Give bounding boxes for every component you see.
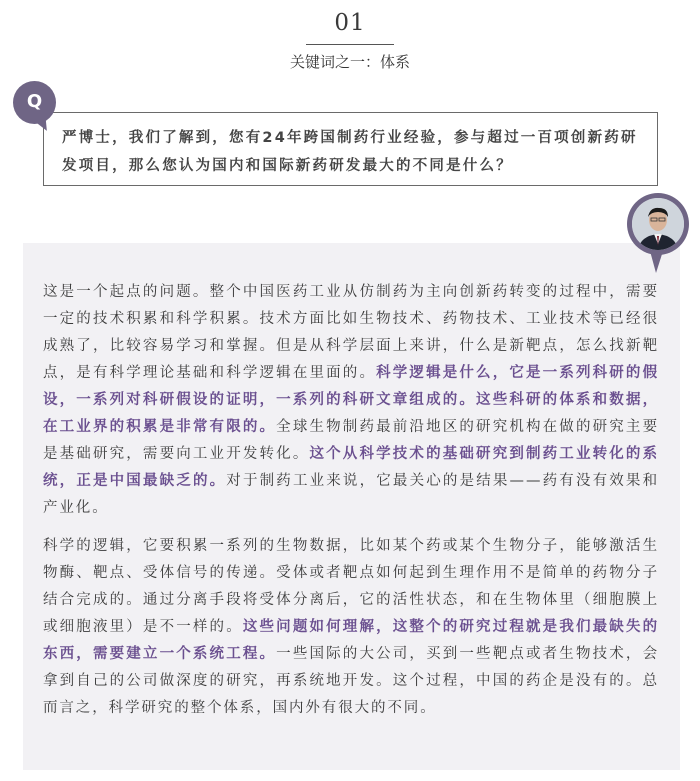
- section-keyword: 关键词之一：体系: [289, 53, 410, 71]
- answer-highlight: 这个从科学技术的基础研究到制药工业转化的系统，正是中国最缺乏的。: [43, 446, 659, 489]
- question-text: 严博士，我们了解到，您有24年跨国制药行业经验，参与超过一百项创新药研发项目，那么您认为国内和国际新药研发最大的不同是什么？: [62, 130, 638, 174]
- section-number: 01: [334, 10, 366, 36]
- question-badge-letter: Q: [26, 91, 43, 112]
- answer-highlight: 这些问题如何理解，这整个的研究过程就是我们最缺失的东西，需要建立一个系统工程。: [43, 619, 659, 662]
- answer-text: 对于制药工业来说，它最关心的是结果——药有没有效果和产业化。: [43, 473, 659, 516]
- answer-paragraph-1: [43, 279, 659, 522]
- answer-text: 这是一个起点的问题。整个中国医药工业从仿制药为主向创新药转变的过程中，需要一定的技术积累和科学积累。技术方面比如生物技术、药物技术、工业技术等已经很成熟了，比较容易学习和掌握。但是从科学层面上来讲，什么是新靶点，怎么找新靶点，是有科学理论基础和科学逻辑在里面的。: [43, 284, 659, 381]
- section-divider: [306, 44, 394, 45]
- answer-text: 科学的逻辑，它要积累一系列的生物数据，比如某个药或某个生物分子，能够激活生物酶、靶点、受体信号的传递。受体或者靶点如何起到生理作用不是简单的药物分子结合完成的。通过分离手段将受体分离后，它的活性状态，和在生物体里（细胞膜上或细胞液里）是不一样的。: [43, 538, 659, 635]
- expert-avatar: [632, 198, 684, 250]
- answer-highlight: 科学逻辑是什么，它是一系列科研的假设，一系列对科研假设的证明，一系列的科研文章组成的。这些科研的体系和数据，在工业界的积累是非常有限的。: [43, 365, 659, 435]
- answer-paragraph-2: [43, 533, 659, 722]
- person-icon: [632, 198, 684, 250]
- answer-text: 一些国际的大公司，买到一些靶点或者生物技术，会拿到自己的公司做深度的研究，再系统地开发。这个过程，中国的药企是没有的。总而言之，科学研究的整个体系，国内外有很大的不同。: [43, 646, 659, 716]
- answer-text: 全球生物制药最前沿地区的研究机构在做的研究主要是基础研究，需要向工业开发转化。: [43, 419, 659, 462]
